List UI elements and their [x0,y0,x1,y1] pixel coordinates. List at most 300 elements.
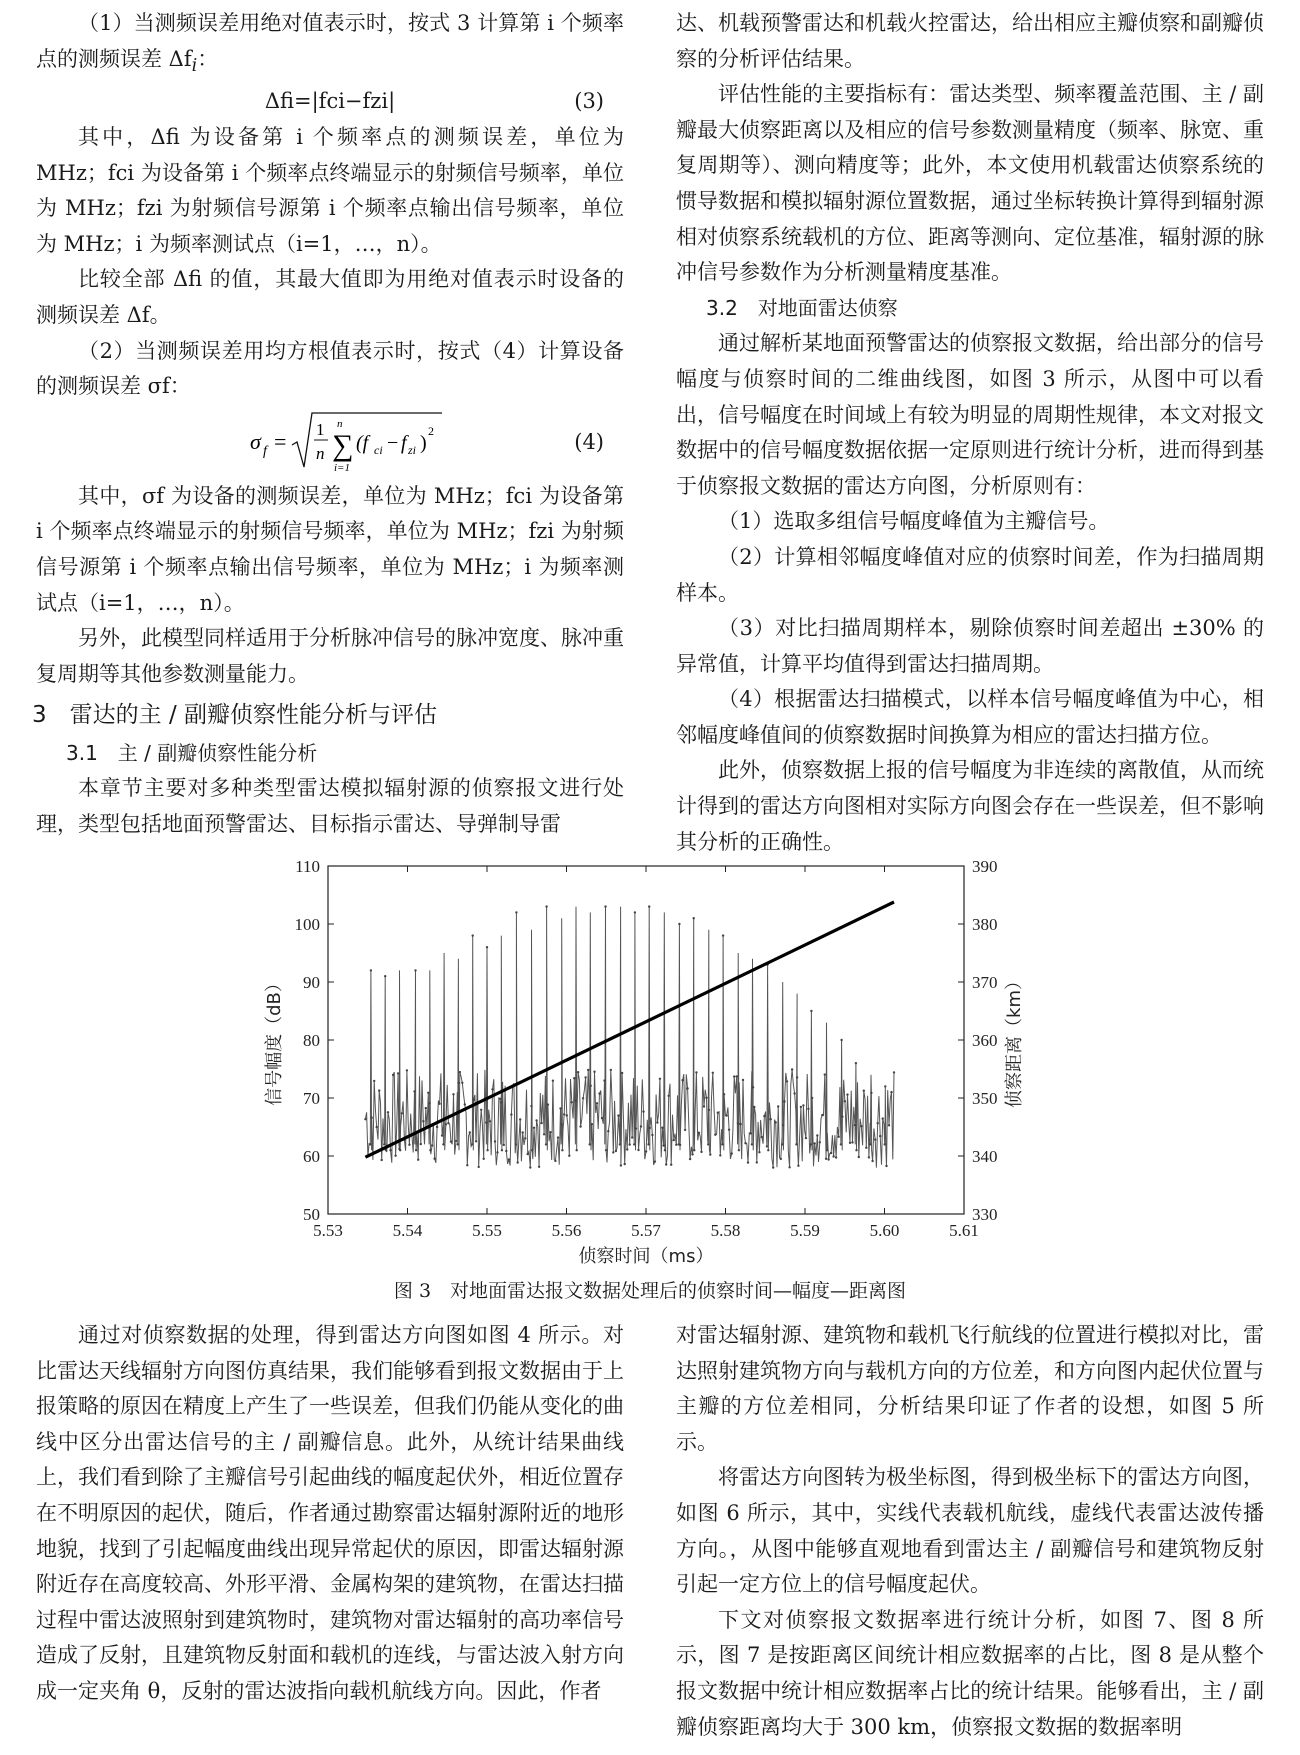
amplitude-point [589,1143,591,1145]
amplitude-point [841,1116,843,1118]
amplitude-point [392,1074,394,1076]
amplitude-point [700,1151,702,1153]
paragraph: （1）当测频误差用绝对值表示时，按式 3 计算第 i 个频率点的测频误差 $\Delta f_i$： [36,11,624,76]
amplitude-point [840,1143,842,1145]
amplitude-point [584,1076,586,1078]
right-column-top [676,6,1264,860]
amplitude-point [373,1080,375,1082]
amplitude-point [500,1101,502,1103]
amplitude-point [747,1161,749,1163]
svg-text:n: n [316,443,325,463]
amplitude-point [566,1114,568,1116]
amplitude-point [647,1143,649,1145]
amplitude-point [587,1069,589,1071]
amplitude-point [664,1149,666,1151]
x-tick-label: 5.54 [392,1221,423,1240]
amplitude-point [480,1109,482,1111]
amplitude-point [486,1149,488,1151]
amplitude-point [800,1106,802,1108]
amplitude-point [510,1113,512,1115]
paragraph: 评估性能的主要指标有：雷达类型、频率覆盖范围、主 / 副瓣最大侦察距离以及相应的信号参数测量精度（频率、脉宽、重复周期等）、测向精度等；此外，本文使用机载雷达侦察系统的惯导数据和模拟辐射源位置数据，通过坐标转换计算得到辐射源相对侦察系统载机的方位、距离等测向、定位基准，辐射源的脉冲信号参数作为分析测量精度基准。 [676,82,1264,285]
amplitude-point [738,1149,740,1151]
amplitude-point [610,1069,612,1071]
amplitude-point [568,1155,570,1157]
amplitude-point [371,1117,373,1119]
amplitude-point [617,1114,619,1116]
amplitude-point [684,1129,686,1131]
amplitude-point [838,1136,840,1138]
amplitude-point [629,1143,631,1145]
amplitude-point [469,1131,471,1133]
svg-text:∑: ∑ [332,428,354,462]
amplitude-point [835,1156,837,1158]
amplitude-point [786,1080,788,1082]
amplitude-point [691,1153,693,1155]
amplitude-point [640,1125,642,1127]
amplitude-point [714,1134,716,1136]
svg-text:ci: ci [374,442,383,457]
amplitude-point [661,1127,663,1129]
paragraph: （2）当测频误差用均方根值表示时，按式（4）计算设备的测频误差 σf： [36,338,624,399]
x-tick-label: 5.57 [631,1221,661,1240]
amplitude-point [753,1106,755,1108]
amplitude-point [478,1166,480,1168]
paragraph: 将雷达方向图转为极坐标图，得到极坐标下的雷达方向图，如图 6 所示，其中，实线代表载机航线，虚线代表雷达波传播方向。，从图中能够直观地看到雷达主 / 副瓣信号和建筑物反射引起一定方位上的信号幅度起伏。 [676,1465,1264,1597]
amplitude-point [637,1149,639,1151]
svg-text:σ: σ [250,428,261,454]
amplitude-point [540,1122,542,1124]
amplitude-point [775,1121,777,1123]
amplitude-point [471,1143,473,1145]
amplitude-point [635,1127,637,1129]
amplitude-point [721,1143,723,1145]
amplitude-point [364,1118,366,1120]
amplitude-point [619,1143,621,1145]
y-tick-label: 50 [303,1205,320,1224]
amplitude-point [649,1127,651,1129]
amplitude-point [496,1151,498,1153]
amplitude-point [431,1144,433,1146]
amplitude-point [508,1158,510,1160]
svg-text:n: n [337,417,343,430]
amplitude-point [830,1152,832,1154]
amplitude-point [489,1120,491,1122]
svg-text:): ) [420,431,427,454]
amplitude-point [472,1099,474,1101]
amplitude-point [791,1068,793,1070]
amplitude-point [591,1123,593,1125]
amplitude-point [531,1149,533,1151]
y2-tick-label: 360 [972,1031,998,1050]
svg-text:1: 1 [316,419,325,439]
amplitude-point [681,1079,683,1081]
amplitude-point [744,1142,746,1144]
amplitude-point [545,905,547,907]
x-tick-label: 5.53 [313,1221,343,1240]
amplitude-point [825,1158,827,1160]
amplitude-point [742,1079,744,1081]
amplitude-point [725,1114,727,1116]
amplitude-point [561,1149,563,1151]
amplitude-point [543,1133,545,1135]
amplitude-point [670,1164,672,1166]
amplitude-point [698,1132,700,1134]
amplitude-point [766,1145,768,1147]
amplitude-point [654,1160,656,1162]
amplitude-point [673,1139,675,1141]
amplitude-point [549,1131,551,1133]
x-tick-label: 5.61 [949,1221,979,1240]
amplitude-point [406,1069,408,1071]
amplitude-point [425,1107,427,1109]
amplitude-point [475,1140,477,1142]
amplitude-point [593,1071,595,1073]
amplitude-point [596,1102,598,1104]
amplitude-point [441,1134,443,1136]
svg-text:f: f [263,443,267,459]
amplitude-point [668,1095,670,1097]
amplitude-point [631,1136,633,1138]
amplitude-point [890,1091,892,1093]
amplitude-point [413,1090,415,1092]
amplitude-point [415,1149,417,1151]
amplitude-point [389,1149,391,1151]
amplitude-point [436,1126,438,1128]
subsection-heading: 3.2 对地面雷达侦察 [706,295,898,320]
y2-tick-label: 370 [972,973,998,992]
paragraph: （1）选取多组信号幅度峰值为主瓣信号。 [718,509,1110,534]
amplitude-point [777,1105,779,1107]
amplitude-point [874,1138,876,1140]
equation-number: (4) [574,429,604,454]
amplitude-point [733,1075,735,1077]
amplitude-point [849,1142,851,1144]
paragraph: 另外，此模型同样适用于分析脉冲信号的脉冲宽度、脉冲重复周期等其他参数测量能力。 [36,626,624,686]
amplitude-point [855,1149,857,1151]
amplitude-point [844,1100,846,1102]
amplitude-point [888,1124,890,1126]
amplitude-point [605,1149,607,1151]
amplitude-point [805,1137,807,1139]
amplitude-point [561,1123,563,1125]
amplitude-point [401,1112,403,1114]
amplitude-point [634,911,636,913]
equation-4-formula [210,405,450,479]
y-tick-label: 60 [303,1147,320,1166]
amplitude-point [515,911,517,913]
subsection-heading: 3.1 主 / 副瓣侦察性能分析 [66,740,318,765]
y-tick-label: 80 [303,1031,320,1050]
amplitude-point [633,1143,635,1145]
x-tick-label: 5.58 [710,1221,741,1240]
amplitude-point [559,1107,561,1109]
amplitude-point [442,1143,444,1145]
amplitude-point [621,1072,623,1074]
amplitude-point [870,1092,872,1094]
amplitude-point [728,1129,730,1131]
amplitude-point [428,1102,430,1104]
amplitude-point [545,1143,547,1145]
amplitude-point [780,1158,782,1160]
y2-tick-label: 380 [972,915,998,934]
amplitude-point [394,1155,396,1157]
amplitude-point [494,1140,496,1142]
amplitude-point [547,1103,549,1105]
amplitude-point [529,1166,531,1168]
amplitude-point [414,969,416,971]
amplitude-point [827,1158,829,1160]
amplitude-point [659,1078,661,1080]
x-tick-label: 5.56 [551,1221,582,1240]
left-column-top [32,6,624,843]
svg-text:(f: (f [356,431,369,454]
amplitude-point [737,1122,739,1124]
amplitude-point [722,934,724,936]
amplitude-point [751,1143,753,1145]
amplitude-point [369,1143,371,1145]
figure-3 [0,850,1300,1270]
amplitude-point [885,1165,887,1167]
amplitude-point [712,1072,714,1074]
amplitude-point [554,1160,556,1162]
plot-frame [328,866,964,1214]
amplitude-point [499,1098,501,1100]
x-tick-label: 5.55 [472,1221,502,1240]
amplitude-point [384,975,386,977]
amplitude-point [408,1144,410,1146]
amplitude-point [814,1142,816,1144]
amplitude-point [656,1121,658,1123]
equation-4 [36,405,624,479]
svg-text:2: 2 [428,423,434,438]
amplitude-point [376,1126,378,1128]
amplitude-point [884,1085,886,1087]
amplitude-point [501,1149,503,1151]
amplitude-point [810,1143,812,1145]
svg-text:i=1: i=1 [334,461,350,474]
amplitude-point [517,1161,519,1163]
amplitude-point [884,1143,886,1145]
amplitude-point [826,1149,828,1151]
amplitude-point [810,1010,812,1012]
amplitude-point [420,1143,422,1145]
amplitude-point [620,1164,622,1166]
amplitude-point [703,1105,705,1107]
amplitude-point [869,1143,871,1145]
amplitude-point [863,1090,865,1092]
amplitude-point [756,1161,758,1163]
y-tick-label: 90 [303,973,320,992]
y-tick-label: 100 [294,915,320,934]
paragraph: （3）对比扫描周期样本，剔除侦察时间差超出 ±30% 的异常值，计算平均值得到雷达扫描周期。 [676,616,1264,676]
y-axis-label: 信号幅度（dB） [264,974,285,1106]
amplitude-point [612,1151,614,1153]
amplitude-point [461,1082,463,1084]
amplitude-point [851,1141,853,1143]
y-tick-label: 70 [303,1089,320,1108]
paragraph: 通过对侦察数据的处理，得到雷达方向图如图 4 所示。对比雷达天线辐射方向图仿真结果，我们能够看到报文数据由于上报策略的原因在精度上产生了一些误差，但我们仍能从变化的曲线中区分出雷达信号的主 / 副瓣信息。此外，从统计结果曲线上，我们看到除了主瓣信号引起曲线的幅度起伏外，相近位置存在不明原因的起伏，随后，作者通过勘察雷达辐射源附近的地形地貌，找到了引起幅度曲线出现异常起伏的原因，即雷达辐射源附近存在高度较高、外形平滑、金属构架的建筑物，在雷达扫描过程中雷达波照射到建筑物时，建筑物对雷达辐射的高功率信号造成了反射，且建筑物反射面和载机的连线，与雷达波入射方向成一定夹角 θ，反射的雷达波指向载机航线方向。因此，作者 [36,1323,624,1703]
paragraph: 下文对侦察报文数据率进行统计分析，如图 7、图 8 所示，图 7 是按距离区间统计相应数据率的占比，图 8 是从整个报文数据中统计相应数据率占比的统计结果。能够看出，主 / 副瓣侦察距离均大于 300 km，侦察报文数据的数据率明 [676,1607,1264,1739]
amplitude-point [557,1136,559,1138]
amplitude-point [438,1103,440,1105]
amplitude-point [693,1149,695,1151]
amplitude-point [793,1092,795,1094]
amplitude-point [576,1149,578,1151]
amplitude-point [445,1123,447,1125]
x-tick-label: 5.60 [869,1221,900,1240]
amplitude-point [522,1131,524,1133]
paragraph: 达、机载预警雷达和机载火控雷达，给出相应主瓣侦察和副瓣侦察的分析评估结果。 [676,11,1264,71]
amplitude-point [472,934,474,936]
section-heading: 3 雷达的主 / 副瓣侦察性能分析与评估 [32,702,438,729]
amplitude-point [767,1149,769,1151]
amplitude-point [459,1071,461,1073]
amplitude-point [399,1149,401,1151]
amplitude-point [397,1072,399,1074]
amplitude-point [858,1156,860,1158]
amplitude-point [802,1104,804,1106]
amplitude-point [450,1140,452,1142]
amplitude-point [693,917,695,919]
amplitude-point [383,1143,385,1145]
amplitude-point [761,1136,763,1138]
amplitude-point [590,1085,592,1087]
amplitude-point [719,1154,721,1156]
amplitude-point [464,1103,466,1105]
amplitude-point [816,1134,818,1136]
amplitude-point [865,1147,867,1149]
amplitude-point [879,1135,881,1137]
amplitude-point [705,1097,707,1099]
amplitude-point [535,1119,537,1121]
left-column-bottom [36,1318,624,1710]
amplitude-point [689,1158,691,1160]
amplitude-point [749,1132,751,1134]
amplitude-point [626,1148,628,1150]
amplitude-point [783,1100,785,1102]
amplitude-point [648,905,650,907]
amplitude-point [731,1152,733,1154]
amplitude-point [781,1143,783,1145]
amplitude-point [552,1080,554,1082]
amplitude-point [717,1112,719,1114]
amplitude-point [846,1093,848,1095]
amplitude-point [483,1158,485,1160]
paragraph: 其中，σf 为设备的测频误差，单位为 MHz；fci 为设备第 i 个频率点终端显示的射频信号频率，单位为 MHz；fzi 为射频信号源第 i 个频率点输出信号频率，单位为 MHz；i 为频率测试点（i=1，…，n）。 [36,483,624,615]
amplitude-point [607,1130,609,1132]
paragraph: 本章节主要对多种类型雷达模拟辐射源的侦察报文进行处理，类型包括地面预警雷达、目标指示雷达、导弹制导雷 [36,776,624,837]
y2-tick-label: 340 [972,1147,998,1166]
amplitude-point [524,1137,526,1139]
amplitude-point [466,1164,468,1166]
amplitude-point [819,1141,821,1143]
amplitude-point [832,1155,834,1157]
amplitude-point [788,1166,790,1168]
svg-text:zi: zi [408,442,417,457]
svg-text:=: = [274,428,287,454]
amplitude-point [615,1150,617,1152]
amplitude-point [686,1087,688,1089]
amplitude-point [860,1125,862,1127]
paragraph: （2）计算相邻幅度峰值对应的侦察时间差，作为扫描周期样本。 [676,544,1264,605]
amplitude-point [854,1124,856,1126]
amplitude-point [678,923,680,925]
amplitude-point [624,1163,626,1165]
amplitude-point [417,1159,419,1161]
y2-axis-label: 侦察距离（km） [1004,972,1025,1108]
amplitude-point [485,1121,487,1123]
amplitude-point [491,1088,493,1090]
amplitude-point [422,1120,424,1122]
amplitude-point [642,1110,644,1112]
amplitude-point [840,1039,842,1041]
amplitude-point [563,1113,565,1115]
amplitude-point [651,1134,653,1136]
svg-text:−: − [387,431,399,454]
amplitude-point [530,1105,532,1107]
amplitude-point [505,1150,507,1152]
amplitude-point [574,1100,576,1102]
amplitude-point [598,1092,600,1094]
amplitude-point [603,1079,605,1081]
amplitude-point [679,1144,681,1146]
amplitude-point [855,1062,857,1064]
y2-tick-label: 330 [972,1205,998,1224]
amplitude-point [821,1114,823,1116]
amplitude-point [707,1143,709,1145]
amplitude-point [503,1144,505,1146]
amplitude-point [758,1151,760,1153]
amplitude-point [868,1156,870,1158]
x-axis-label: 侦察时间（ms） [578,1246,714,1267]
amplitude-point [582,1097,584,1099]
amplitude-point [772,1166,774,1168]
chart [0,850,1300,1270]
amplitude-point [573,1077,575,1079]
equation-number: (3) [574,89,604,114]
amplitude-point [723,1093,725,1095]
amplitude-point [577,1071,579,1073]
amplitude-point [378,1089,380,1091]
amplitude-point [486,946,488,948]
amplitude-point [457,1082,459,1084]
amplitude-point [604,905,606,907]
amplitude-point [675,1144,677,1146]
svg-text:f: f [401,431,407,454]
equation-3-body: Δfi=|fci−fzi| [264,89,396,114]
amplitude-point [807,1108,809,1110]
amplitude-point [571,1101,573,1103]
amplitude-point [645,1150,647,1152]
amplitude-point [795,1143,797,1145]
amplitude-point [519,1118,521,1120]
amplitude-point [579,1125,581,1127]
figure-caption: 图 3 对地面雷达报文数据处理后的侦察时间—幅度—距离图 [393,1280,907,1302]
amplitude-point [455,1140,457,1142]
equation-3 [36,84,624,120]
y2-tick-label: 390 [972,857,998,876]
right-column-bottom [676,1318,1264,1745]
amplitude-point [370,969,372,971]
amplitude-point [381,1159,383,1161]
y2-tick-label: 350 [972,1089,998,1108]
paragraph: 其中，Δfi 为设备第 i 个频率点的测频误差，单位为 MHz；fci 为设备第 i 个频率点终端显示的射频信号频率，单位为 MHz；fzi 为射频信号源第 i 个频率点输出信号频率，单位为 MHz；i 为频率测试点（i=1，…，n）。 [36,124,624,256]
amplitude-series-line [365,907,894,1168]
amplitude-point [601,1117,603,1119]
amplitude-point [871,1160,873,1162]
paragraph: 比较全部 Δfi 的值，其最大值即为用绝对值表示时设备的测频误差 Δf。 [36,267,624,327]
amplitude-point [739,1123,741,1125]
